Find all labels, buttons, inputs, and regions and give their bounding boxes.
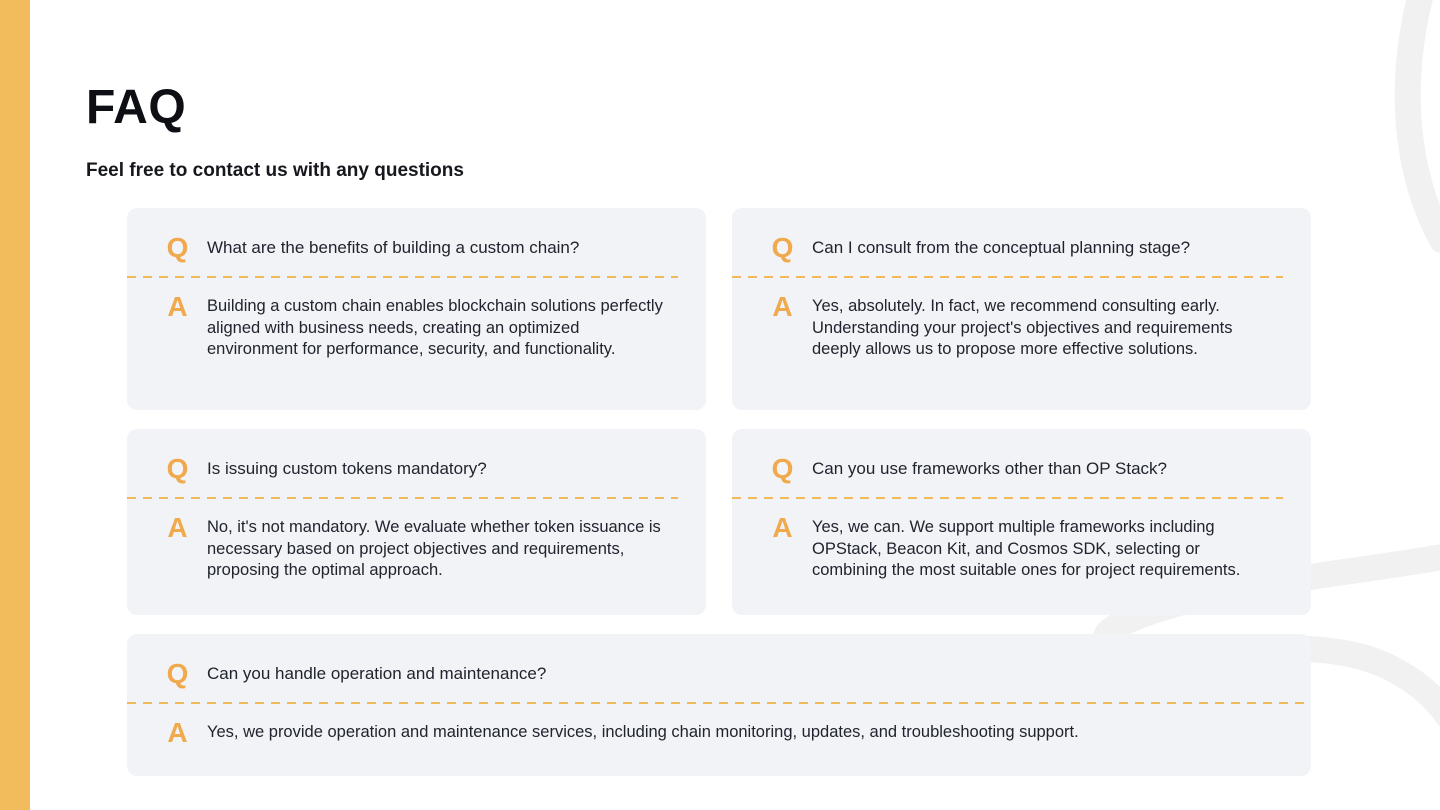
question-row [165,228,666,268]
header [86,81,464,182]
answer-row [165,717,1271,749]
dashed-divider [127,702,1311,704]
question-text: Can you use frameworks other than OP Stack? [812,459,1167,478]
answer-marker: A [772,512,793,543]
question-marker: Q [166,453,189,484]
question-row [770,449,1271,489]
faq-card-5 [127,634,1311,776]
dashed-divider [732,276,1283,278]
question-marker: Q [771,232,794,263]
question-text: Is issuing custom tokens mandatory? [207,459,487,478]
question-text: Can you handle operation and maintenance? [207,664,547,683]
answer-marker: A [167,291,188,322]
answer-row [165,291,666,361]
answer-row [770,512,1271,582]
faq-card-2 [732,208,1311,410]
faq-grid [127,208,1311,776]
answer-text: Yes, we provide operation and maintenance services, including chain monitoring, updates, and troubleshooting support. [207,723,1079,741]
answer-marker: A [772,291,793,322]
question-row [770,228,1271,268]
page-subtitle: Feel free to contact us with any questions [86,160,464,181]
question-text: Can I consult from the conceptual planning stage? [812,238,1191,257]
question-row [165,654,1271,694]
dashed-divider [732,497,1283,499]
answer-row [770,291,1271,361]
answer-marker: A [167,512,188,543]
question-marker: Q [166,658,189,689]
faq-card-3 [127,429,706,615]
dashed-divider [127,276,678,278]
faq-card-4 [732,429,1311,615]
decorative-curve-top [1408,0,1440,240]
answer-text: Yes, absolutely. In fact, we recommend consulting early. Understanding your project's objectives and requirements deeply allows us to propose more effective solutions. [812,297,1233,358]
answer-marker: A [167,717,188,748]
answer-text: Building a custom chain enables blockchain solutions perfectly aligned with business needs, creating an optimized environment for performance, security, and functionality. [207,297,663,358]
question-row [165,449,666,489]
question-marker: Q [166,232,189,263]
dashed-divider [127,497,678,499]
faq-card-1 [127,208,706,410]
answer-text: Yes, we can. We support multiple frameworks including OPStack, Beacon Kit, and Cosmos SDK, selecting or combining the most suitable ones for project requirements. [812,518,1241,579]
left-accent-bar [0,0,30,810]
question-text: What are the benefits of building a custom chain? [207,238,580,257]
question-marker: Q [771,453,794,484]
page-title: FAQ [86,81,187,134]
answer-row [165,512,666,582]
answer-text: No, it's not mandatory. We evaluate whether token issuance is necessary based on project objectives and requirements, proposing the optimal approach. [207,518,661,579]
